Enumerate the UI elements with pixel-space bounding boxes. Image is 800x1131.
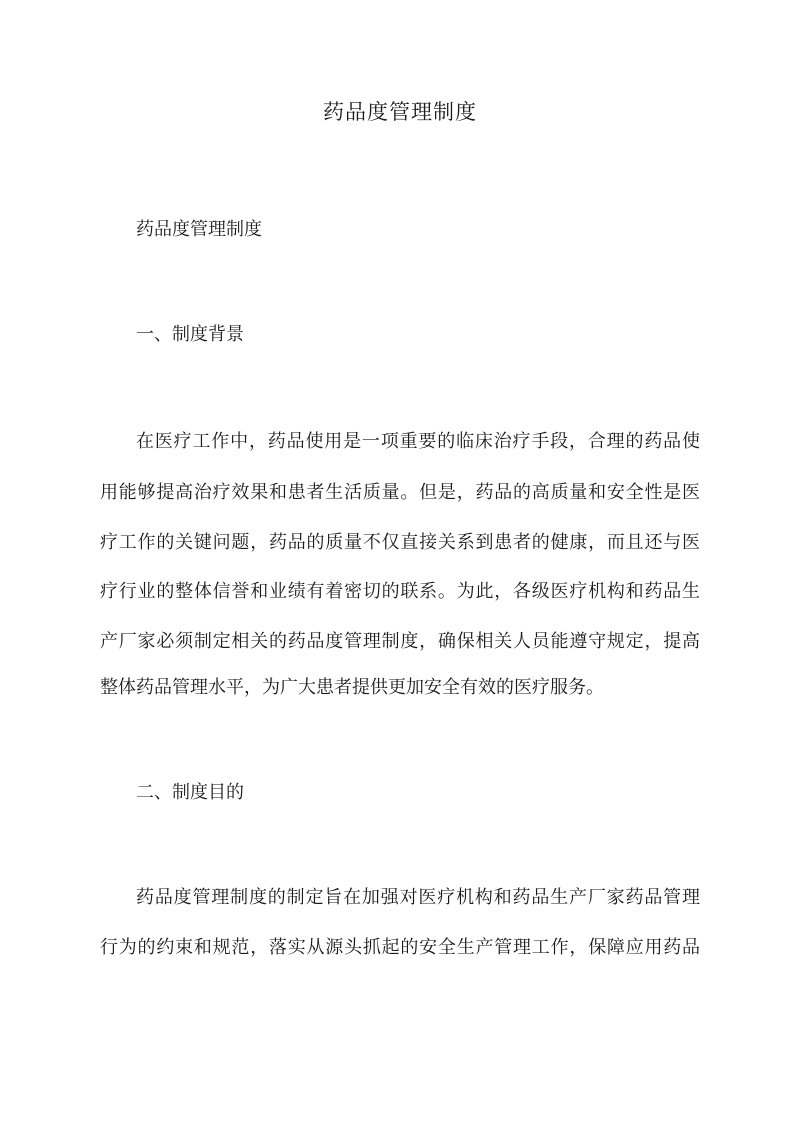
paragraph-line: 用能够提高治疗效果和患者生活质量。但是，药品的高质量和安全性是医	[100, 482, 700, 503]
section-heading-background: 一、制度背景	[136, 324, 244, 345]
document-subtitle: 药品度管理制度	[136, 219, 262, 240]
paragraph-line: 疗行业的整体信誉和业绩有着密切的联系。为此，各级医疗机构和药品生	[100, 581, 700, 602]
paragraph-line: 药品度管理制度的制定旨在加强对医疗机构和药品生产厂家药品管理	[136, 887, 700, 908]
paragraph-line: 产厂家必须制定相关的药品度管理制度，确保相关人员能遵守规定，提高	[100, 631, 700, 652]
paragraph-line: 疗工作的关键问题，药品的质量不仅直接关系到患者的健康，而且还与医	[100, 532, 700, 553]
paragraph-line: 整体药品管理水平，为广大患者提供更加安全有效的医疗服务。	[100, 677, 604, 698]
paragraph-line: 行为的约束和规范，落实从源头抓起的安全生产管理工作，保障应用药品	[100, 937, 700, 958]
section-heading-purpose: 二、制度目的	[136, 782, 244, 803]
paragraph-line: 在医疗工作中，药品使用是一项重要的临床治疗手段，合理的药品使	[136, 431, 700, 452]
document-title: 药品度管理制度	[323, 100, 477, 124]
